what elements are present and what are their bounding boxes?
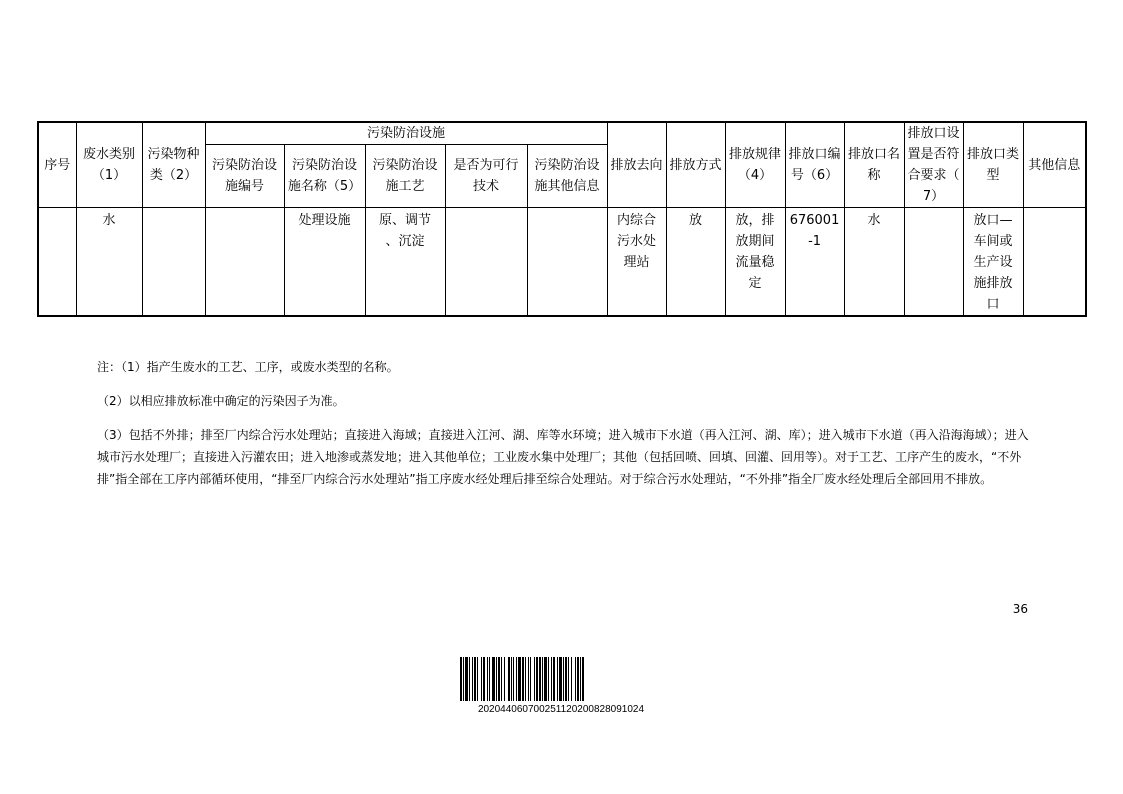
barcode: [458, 657, 664, 717]
barcode-bar: [508, 657, 510, 701]
cell-outlet-compliant: [904, 208, 963, 317]
header-other-info: 其他信息: [1023, 122, 1086, 208]
header-no: 序号: [38, 122, 76, 208]
barcode-bar: [483, 657, 485, 701]
header-wastewater-type: 废水类别 （1）: [76, 122, 142, 208]
barcode-bar: [477, 657, 478, 701]
barcode-bar: [481, 657, 482, 701]
barcode-image: [460, 657, 662, 701]
cell-discharge-pattern: 放，排 放期间 流量稳 定: [725, 208, 785, 317]
header-outlet-name: 排放口名 称: [844, 122, 904, 208]
barcode-bar: [511, 657, 512, 701]
barcode-bar: [559, 657, 562, 701]
barcode-bar: [469, 657, 470, 701]
barcode-bar: [536, 657, 538, 701]
cell-facility-process: 原、调节 、沉淀: [365, 208, 445, 317]
header-pollutant-type: 污染物种 类（2）: [142, 122, 205, 208]
cell-facility-no: [205, 208, 284, 317]
header-facility-no: 污染防治设 施编号: [205, 145, 284, 208]
barcode-bar: [522, 657, 524, 701]
barcode-bar: [542, 657, 543, 701]
barcode-bar: [580, 657, 581, 701]
header-discharge-pattern: 排放规律 （4）: [725, 122, 785, 208]
table-row: [38, 208, 1086, 317]
barcode-bar: [582, 657, 584, 701]
header-facility-process: 污染防治设 施工艺: [365, 145, 445, 208]
cell-wastewater-type: 水: [76, 208, 142, 317]
cell-facility-other: [527, 208, 607, 317]
barcode-bar: [568, 657, 569, 701]
barcode-bar: [557, 657, 558, 701]
barcode-bar: [530, 657, 531, 701]
page-number: 36: [1012, 602, 1028, 616]
cell-facility-name: 处理设施: [284, 208, 365, 317]
barcode-bar: [553, 657, 555, 701]
barcode-bar: [474, 657, 476, 701]
barcode-bar: [496, 657, 497, 701]
header-facility-group: 污染防治设施: [205, 122, 607, 145]
barcode-bar: [472, 657, 473, 701]
barcode-bar: [504, 657, 505, 701]
cell-outlet-type: 放口— 车间或 生产设 施排放 口: [963, 208, 1023, 317]
cell-discharge-dest: 内综合 污水处 理站: [607, 208, 666, 317]
cell-discharge-method: 放: [666, 208, 725, 317]
cell-outlet-name: 水: [844, 208, 904, 317]
barcode-bar: [565, 657, 567, 701]
notes-section: [97, 356, 1037, 502]
barcode-bar: [513, 657, 514, 701]
barcode-bar: [463, 657, 464, 701]
barcode-number: 20204406070025112020082809102​4: [477, 704, 645, 715]
note-2: （2）以相应排放标准中确定的污染因子为准。: [97, 394, 345, 408]
barcode-bar: [539, 657, 541, 701]
header-outlet-compliant: 排放口设 置是否符 合要求（ 7）: [904, 122, 963, 208]
barcode-bar: [487, 657, 488, 701]
barcode-bar: [501, 657, 502, 701]
header-outlet-type: 排放口类 型: [963, 122, 1023, 208]
header-facility-name: 污染防治设 施名称（5）: [284, 145, 365, 208]
discharge-info-table: [37, 121, 1087, 317]
barcode-bar: [525, 657, 526, 701]
barcode-bar: [489, 657, 490, 701]
barcode-bar: [563, 657, 564, 701]
barcode-bar: [551, 657, 552, 701]
barcode-bar: [534, 657, 535, 701]
cell-pollutant-type: [142, 208, 205, 317]
header-discharge-method: 排放方式: [666, 122, 725, 208]
barcode-bar: [577, 657, 579, 701]
note-3: （3）包括不外排；排至厂内综合污水处理站；直接进入海域；直接进入江河、湖、库等水环境；进入城市下水道（再入江河、湖、库）；进入城市下水道（再入沿海海域）；进入城市污水处理厂；直接进入污灌农田；进入地渗或蒸发地；进入其他单位；工业废水集中处理厂；其他（包括回喷、回填、回灌、回用等）。对于工艺、工序产生的废水，“不外排”指全部在工序内部循环使用，“排至厂内综合污水处理站”指工序废水经处理后排至综合处理站。对于综合污水处理站，“不外排”指全厂废水经处理后全部回用不排放。: [97, 428, 1029, 486]
header-facility-other: 污染防治设 施其他信息: [527, 145, 607, 208]
cell-no: [38, 208, 76, 317]
cell-outlet-no: 676001 -1: [785, 208, 844, 317]
header-discharge-dest: 排放去向: [607, 122, 666, 208]
barcode-bar: [492, 657, 495, 701]
barcode-bar: [516, 657, 517, 701]
barcode-bar: [528, 657, 529, 701]
barcode-bar: [498, 657, 500, 701]
barcode-bar: [518, 657, 521, 701]
cell-feasible-tech: [445, 208, 527, 317]
barcode-bar: [465, 657, 468, 701]
barcode-bar: [575, 657, 576, 701]
header-feasible-tech: 是否为可行 技术: [445, 145, 527, 208]
barcode-bar: [571, 657, 572, 701]
barcode-bar: [548, 657, 549, 701]
barcode-bar: [460, 657, 462, 701]
cell-other-info: [1023, 208, 1086, 317]
header-outlet-no: 排放口编 号（6）: [785, 122, 844, 208]
barcode-bar: [544, 657, 547, 701]
note-1: 注：（1）指产生废水的工艺、工序，或废水类型的名称。: [97, 360, 399, 374]
